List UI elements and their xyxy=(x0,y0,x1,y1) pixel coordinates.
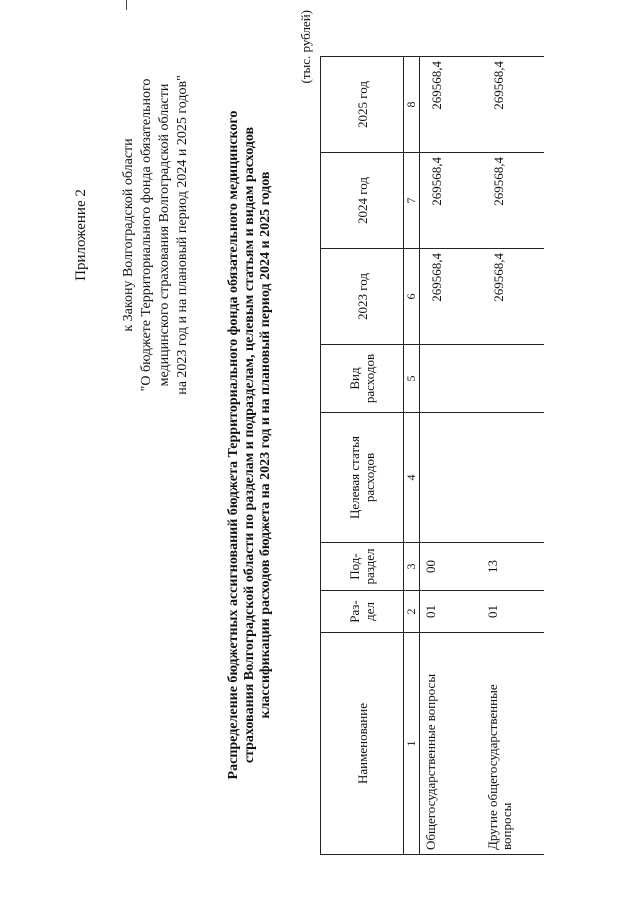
header-section-line: Раз- xyxy=(347,600,362,623)
row-subsection: 13 xyxy=(482,543,544,591)
header-target-line: Целевая статья xyxy=(347,436,362,520)
column-number-row xyxy=(404,57,420,855)
title-line: классификации расходов бюджета на 2023 год и на плановый период 2024 и 2025 годов xyxy=(258,171,273,719)
header-section xyxy=(321,591,404,633)
column-number: 7 xyxy=(404,153,420,249)
row-subsection: 00 xyxy=(420,543,483,591)
row-amount-2025: 269568,4 xyxy=(482,57,544,153)
header-kind-line: расходов xyxy=(362,353,377,404)
appendix-header xyxy=(72,25,192,445)
table-row xyxy=(482,57,544,855)
law-reference-line: к Закону Волгоградской области xyxy=(121,138,136,332)
column-number: 6 xyxy=(404,249,420,345)
row-name: Общегосударственные вопросы xyxy=(420,633,483,855)
header-section-line: дел xyxy=(362,602,377,621)
row-amount-2023: 269568,4 xyxy=(482,249,544,345)
law-reference-line: медицинского страхования Волгоградской области xyxy=(157,83,172,387)
table-header-row xyxy=(321,57,404,855)
column-number: 5 xyxy=(404,345,420,413)
budget-table xyxy=(320,56,544,855)
header-2023: 2023 год xyxy=(321,249,404,345)
table-row xyxy=(420,57,483,855)
row-amount-2023: 269568,4 xyxy=(420,249,483,345)
law-reference-line: "О бюджете Территориального фонда обязательного xyxy=(139,78,154,392)
row-kind xyxy=(420,345,483,413)
units-label: (тыс. рублей) xyxy=(298,10,313,84)
document-title xyxy=(226,25,274,865)
header-kind-line: Вид xyxy=(347,367,362,390)
header-2024: 2024 год xyxy=(321,153,404,249)
header-2025: 2025 год xyxy=(321,57,404,153)
header-kind xyxy=(321,345,404,413)
row-target xyxy=(420,413,483,543)
row-amount-2025: 269568,4 xyxy=(420,57,483,153)
row-name: Другие общегосударственные вопросы xyxy=(482,633,544,855)
column-number: 8 xyxy=(404,57,420,153)
row-amount-2024: 269568,4 xyxy=(482,153,544,249)
title-line: страхования Волгоградской области по разделам и подразделам, целевым статьям и видам расходов xyxy=(242,126,257,764)
row-section: 01 xyxy=(482,591,544,633)
column-number: 2 xyxy=(404,591,420,633)
appendix-label: Приложение 2 xyxy=(73,189,89,281)
row-amount-2024: 269568,4 xyxy=(420,153,483,249)
row-target xyxy=(482,413,544,543)
column-number: 3 xyxy=(404,543,420,591)
column-number: 1 xyxy=(404,633,420,855)
header-subsection-line: Под- xyxy=(347,553,362,580)
row-section: 01 xyxy=(420,591,483,633)
header-name: Наименование xyxy=(321,633,404,855)
column-number: 4 xyxy=(404,413,420,543)
header-subsection-line: раздел xyxy=(362,548,377,585)
header-subsection xyxy=(321,543,404,591)
title-line: Распределение бюджетных ассигнований бюджета Территориального фонда обязательного медицинского xyxy=(226,110,241,780)
row-kind xyxy=(482,345,544,413)
header-target-line: расходов xyxy=(362,452,377,503)
law-reference-line: на 2023 год и на плановый период 2024 и 2025 годов" xyxy=(175,75,190,395)
header-target xyxy=(321,413,404,543)
